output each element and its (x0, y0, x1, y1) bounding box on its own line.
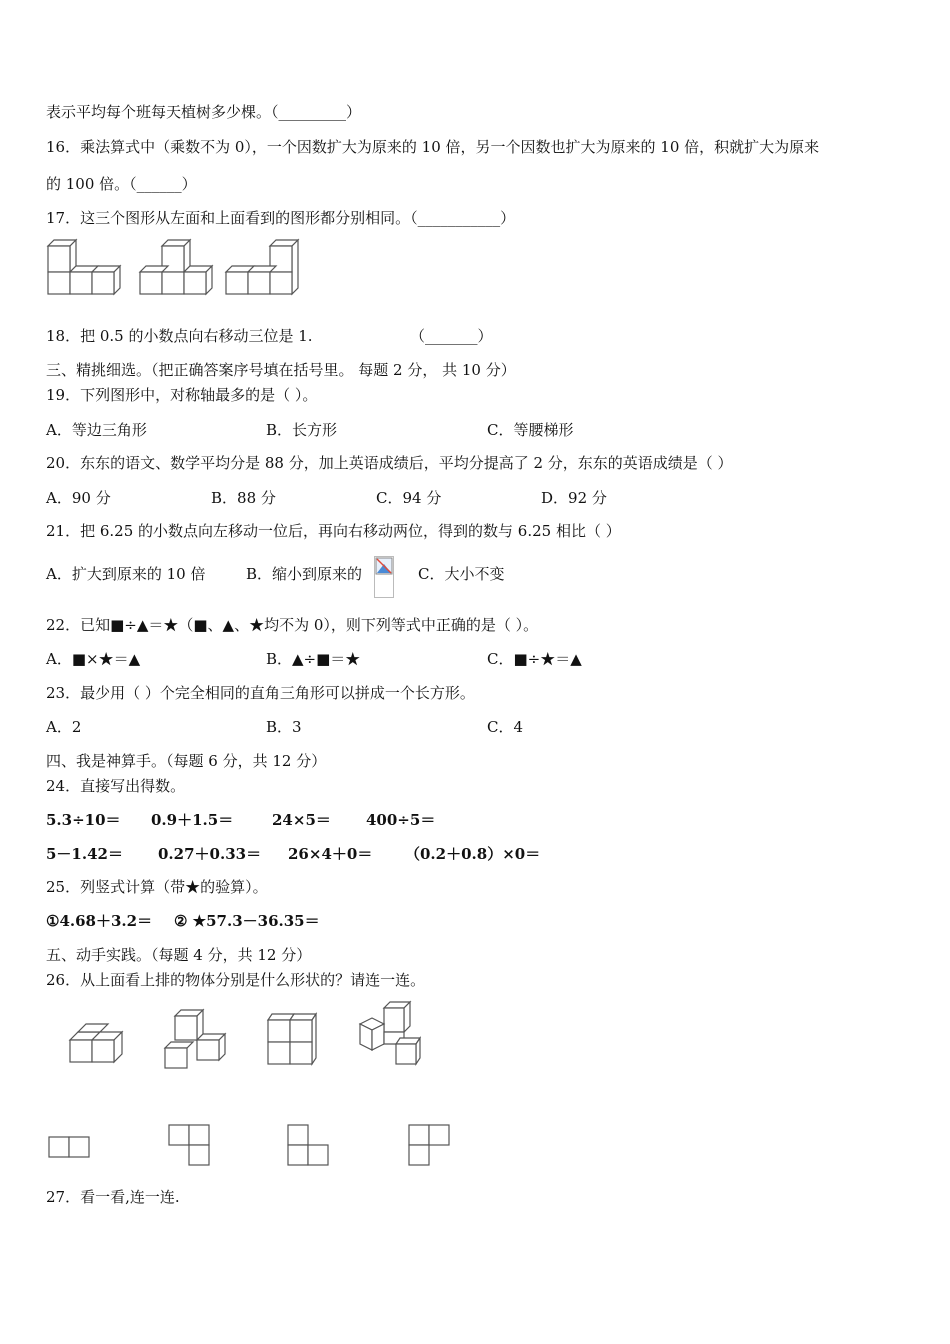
q26-view-3 (287, 1124, 331, 1168)
q26-view-4 (408, 1124, 452, 1168)
q25-item-1: ①4.68＋3.2＝ (46, 912, 153, 930)
q22-text: 22．已知■÷▲＝★（■、▲、★均不为 0），则下列等式中正确的是（ ）。 (46, 616, 539, 634)
q20-option-c: C．94 分 (376, 489, 442, 507)
q24-text: 24．直接写出得数。 (46, 777, 186, 795)
calc-item: 0.9＋1.5＝ (151, 811, 234, 829)
q19-option-b: B．长方形 (266, 421, 338, 439)
broken-image-icon (374, 556, 394, 598)
q26-solid-3 (264, 1010, 322, 1066)
q17-figure-3 (226, 240, 298, 294)
q17-figure-2 (140, 240, 212, 294)
calc-item: 5－1.42＝ (46, 845, 123, 863)
section-4-heading: 四、我是神算手。（每题 6 分，共 12 分） (46, 752, 327, 770)
q19-text: 19．下列图形中，对称轴最多的是（ ）。 (46, 386, 318, 404)
q22-option-a: A．■×★＝▲ (46, 650, 141, 668)
q25-text: 25．列竖式计算（带★的验算）。 (46, 878, 268, 896)
q21-option-b: B．缩小到原来的 (246, 565, 363, 583)
q26-solid-4 (356, 1000, 428, 1068)
q26-view-1 (48, 1136, 92, 1160)
calc-item: 0.27＋0.33＝ (158, 845, 262, 863)
q16-line1: 16．乘法算式中（乘数不为 0），一个因数扩大为原来的 10 倍，另一个因数也扩大为原来的 10 倍，积就扩大为原来 (46, 138, 820, 156)
q27-text: 27．看一看,连一连. (46, 1188, 180, 1206)
q23-text: 23．最少用（ ）个完全相同的直角三角形可以拼成一个长方形。 (46, 684, 475, 702)
q20-option-d: D．92 分 (541, 489, 607, 507)
q22-option-c: C．■÷★＝▲ (487, 650, 582, 668)
q21-option-c: C．大小不变 (418, 565, 505, 583)
q23-option-a: A．2 (46, 718, 82, 736)
q20-text: 20．东东的语文、数学平均分是 88 分，加上英语成绩后，平均分提高了 2 分，东东的英语成绩是（ ） (46, 454, 733, 472)
calc-item: 400÷5＝ (366, 811, 436, 829)
q26-solid-2 (161, 1008, 229, 1070)
q20-option-b: B．88 分 (211, 489, 276, 507)
q18-text: 18．把 0.5 的小数点向右移动三位是 1. (46, 327, 313, 345)
q19-option-a: A．等边三角形 (46, 421, 147, 439)
q15-continuation: 表示平均每个班每天植树多少棵。（_________） (46, 103, 362, 121)
q20-option-a: A．90 分 (46, 489, 111, 507)
q25-item-2: ② ★57.3－36.35＝ (174, 912, 320, 930)
q26-view-2 (168, 1124, 212, 1168)
calc-item: （0.2＋0.8）×0＝ (405, 845, 541, 863)
section-3-heading: 三、精挑细选。（把正确答案序号填在括号里。 每题 2 分， 共 10 分） (46, 361, 516, 379)
q22-option-b: B．▲÷■＝★ (266, 650, 361, 668)
q19-option-c: C．等腰梯形 (487, 421, 574, 439)
q26-text: 26．从上面看上排的物体分别是什么形状的？请连一连。 (46, 971, 426, 989)
q16-line2: 的 100 倍。（______） (46, 175, 197, 193)
q18-blank: （_______） (410, 327, 493, 345)
q23-option-b: B．3 (266, 718, 302, 736)
q17-cube-figures (44, 238, 304, 298)
q21-option-a: A．扩大到原来的 10 倍 (46, 565, 206, 583)
calc-item: 26×4＋0＝ (288, 845, 373, 863)
q26-solid-1 (66, 1022, 126, 1067)
calc-item: 5.3÷10＝ (46, 811, 121, 829)
section-5-heading: 五、动手实践。（每题 4 分，共 12 分） (46, 946, 312, 964)
q23-option-c: C．4 (487, 718, 524, 736)
q21-text: 21．把 6.25 的小数点向左移动一位后，再向右移动两位，得到的数与 6.25 相比（ ） (46, 522, 621, 540)
q17-text: 17．这三个图形从左面和上面看到的图形都分别相同。（___________） (46, 209, 516, 227)
calc-item: 24×5＝ (272, 811, 331, 829)
q17-figure-1 (48, 240, 120, 294)
